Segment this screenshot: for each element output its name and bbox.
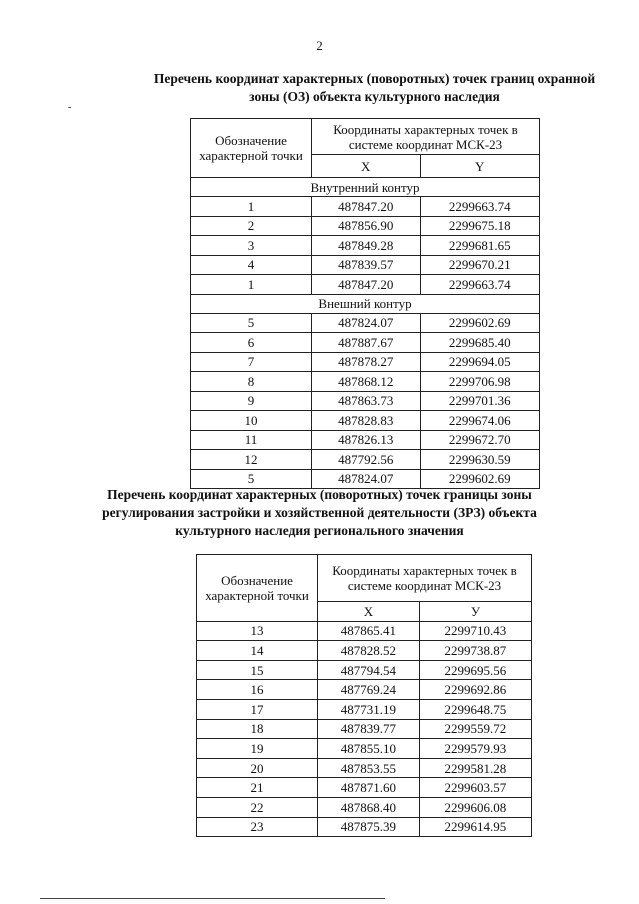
section-row [191, 294, 540, 313]
point-id: 11 [191, 430, 312, 450]
table-row [191, 313, 540, 333]
coord-y: 2299681.65 [420, 236, 540, 256]
header-x: X [318, 602, 420, 622]
table-row [197, 778, 532, 798]
point-id: 6 [191, 333, 312, 353]
table-row [197, 797, 532, 817]
point-id: 8 [191, 372, 312, 392]
coord-y: 2299648.75 [419, 699, 531, 719]
coord-x: 487847.20 [312, 275, 421, 295]
point-id: 22 [197, 797, 318, 817]
coord-x: 487731.19 [318, 699, 420, 719]
coord-y: 2299710.43 [419, 621, 531, 641]
table-row [197, 739, 532, 759]
coord-x: 487863.73 [312, 391, 421, 411]
coord-x: 487868.12 [312, 372, 421, 392]
table-row [197, 758, 532, 778]
oz-coordinates-table [190, 118, 540, 489]
coord-y: 2299695.56 [419, 660, 531, 680]
table-row [197, 680, 532, 700]
section2-title-line1: Перечень координат характерных (поворотных) точек границы зоны [107, 487, 532, 502]
table-row [191, 372, 540, 392]
point-id: 14 [197, 641, 318, 661]
coord-x: 487856.90 [312, 216, 421, 236]
page-number: 2 [316, 38, 323, 53]
coord-y: 2299630.59 [420, 450, 540, 470]
coord-x: 487828.52 [318, 641, 420, 661]
coord-x: 487853.55 [318, 758, 420, 778]
coord-x: 487887.67 [312, 333, 421, 353]
coord-y: 2299602.69 [420, 469, 540, 489]
coord-x: 487865.41 [318, 621, 420, 641]
point-id: 12 [191, 450, 312, 470]
coord-y: 2299614.95 [419, 817, 531, 837]
header-x: X [312, 155, 421, 178]
coord-y: 2299670.21 [420, 255, 540, 275]
point-id: 16 [197, 680, 318, 700]
section-label: Внутренний контур [191, 178, 540, 197]
table-row [191, 255, 540, 275]
table-row [197, 660, 532, 680]
point-id: 2 [191, 216, 312, 236]
table-row [191, 333, 540, 353]
coord-x: 487868.40 [318, 797, 420, 817]
coord-y: 2299706.98 [420, 372, 540, 392]
section-label: Внешний контур [191, 294, 540, 313]
table-row [191, 236, 540, 256]
coord-y: 2299663.74 [420, 275, 540, 295]
header-point-designation: Обозначение характерной точки [191, 119, 312, 178]
section1-title-line2: зоны (ОЗ) объекта культурного наследия [249, 89, 500, 104]
coord-y: 2299701.36 [420, 391, 540, 411]
zrz-table-body [197, 621, 532, 837]
coord-y: 2299559.72 [419, 719, 531, 739]
point-id: 1 [191, 197, 312, 217]
coord-y: 2299606.08 [419, 797, 531, 817]
coord-x: 487847.20 [312, 197, 421, 217]
table-row [197, 621, 532, 641]
section1-title-line1: Перечень координат характерных (поворотных) точек границ охранной [153, 71, 596, 86]
coord-y: 2299602.69 [420, 313, 540, 333]
point-id: 13 [197, 621, 318, 641]
table-row [197, 817, 532, 837]
coord-x: 487871.60 [318, 778, 420, 798]
header-coordinates: Координаты характерных точек в системе координат МСК-23 [312, 119, 540, 155]
table-row [191, 391, 540, 411]
point-id: 4 [191, 255, 312, 275]
table-row [197, 699, 532, 719]
point-id: 19 [197, 739, 318, 759]
section1-title [0, 70, 639, 106]
coord-x: 487769.24 [318, 680, 420, 700]
section2-title-line2: регулирования застройки и хозяйственной деятельности (ЗРЗ) объекта [102, 505, 537, 520]
coord-x: 487875.39 [318, 817, 420, 837]
point-id: 18 [197, 719, 318, 739]
table-row [197, 719, 532, 739]
section2-title [0, 486, 639, 540]
section2-title-line3: культурного наследия регионального значения [175, 523, 464, 538]
table-row [197, 641, 532, 661]
point-id: 17 [197, 699, 318, 719]
coord-y: 2299663.74 [420, 197, 540, 217]
table-row [191, 450, 540, 470]
point-id: 10 [191, 411, 312, 431]
point-id: 20 [197, 758, 318, 778]
coord-y: 2299579.93 [419, 739, 531, 759]
margin-mark: - [68, 102, 72, 113]
coord-y: 2299738.87 [419, 641, 531, 661]
coord-y: 2299692.86 [419, 680, 531, 700]
header-y: Y [420, 155, 540, 178]
zrz-coordinates-table [196, 554, 532, 837]
header-y: У [419, 602, 531, 622]
coord-x: 487792.56 [312, 450, 421, 470]
point-id: 15 [197, 660, 318, 680]
coord-x: 487824.07 [312, 469, 421, 489]
coord-y: 2299603.57 [419, 778, 531, 798]
oz-table-body [191, 178, 540, 489]
point-id: 3 [191, 236, 312, 256]
coord-y: 2299685.40 [420, 333, 540, 353]
point-id: 7 [191, 352, 312, 372]
coord-x: 487855.10 [318, 739, 420, 759]
table-row [191, 430, 540, 450]
point-id: 1 [191, 275, 312, 295]
coord-x: 487878.27 [312, 352, 421, 372]
footer-rule [40, 898, 385, 899]
coord-x: 487849.28 [312, 236, 421, 256]
coord-y: 2299694.05 [420, 352, 540, 372]
coord-x: 487824.07 [312, 313, 421, 333]
coord-x: 487828.83 [312, 411, 421, 431]
coord-x: 487826.13 [312, 430, 421, 450]
coord-y: 2299675.18 [420, 216, 540, 236]
coord-y: 2299674.06 [420, 411, 540, 431]
table-row [191, 275, 540, 295]
table-row [191, 411, 540, 431]
coord-x: 487794.54 [318, 660, 420, 680]
point-id: 9 [191, 391, 312, 411]
table-row [191, 216, 540, 236]
section-row [191, 178, 540, 197]
coord-y: 2299672.70 [420, 430, 540, 450]
table-row [191, 352, 540, 372]
coord-x: 487839.77 [318, 719, 420, 739]
table-row [191, 197, 540, 217]
header-point-designation: Обозначение характерной точки [197, 555, 318, 622]
header-coordinates: Координаты характерных точек в системе координат МСК-23 [318, 555, 532, 602]
point-id: 5 [191, 469, 312, 489]
coord-x: 487839.57 [312, 255, 421, 275]
point-id: 23 [197, 817, 318, 837]
point-id: 5 [191, 313, 312, 333]
coord-y: 2299581.28 [419, 758, 531, 778]
point-id: 21 [197, 778, 318, 798]
